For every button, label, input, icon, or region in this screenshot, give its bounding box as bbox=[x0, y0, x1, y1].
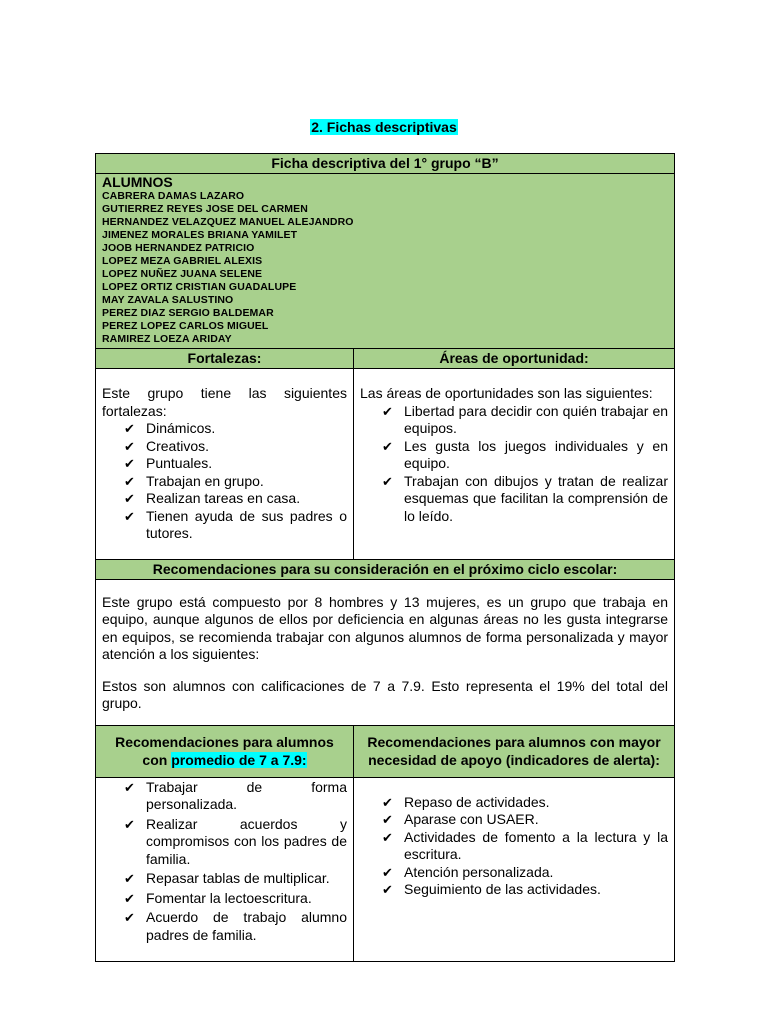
check-mark-icon: ✔ bbox=[124, 456, 135, 471]
checklist-item bbox=[382, 811, 668, 829]
check-mark-icon: ✔ bbox=[382, 812, 393, 827]
section-heading bbox=[0, 119, 768, 137]
student-name: LOPEZ NUÑEZ JUANA SELENE bbox=[102, 268, 263, 280]
student-name: HERNANDEZ VELAZQUEZ MANUEL ALEJANDRO bbox=[102, 216, 354, 228]
checklist-item-text: Acuerdo de trabajo alumno padres de familia. bbox=[146, 909, 347, 943]
average-students-header bbox=[96, 725, 354, 777]
sheet-title: Ficha descriptiva del 1° grupo “B” bbox=[96, 154, 675, 174]
checklist-item-text: Fomentar la lectoescritura. bbox=[146, 889, 312, 906]
checklist-item bbox=[382, 473, 668, 526]
checklist-item bbox=[124, 870, 347, 888]
checklist-item bbox=[124, 420, 347, 438]
checklist-item-text: Seguimiento de las actividades. bbox=[404, 881, 601, 897]
checklist-item-text: Realizar acuerdos y compromisos con los padres de familia. bbox=[146, 815, 347, 867]
average-header-text: Recomendaciones para alumnos con bbox=[115, 734, 334, 768]
student-name: JIMENEZ MORALES BRIANA YAMILET bbox=[102, 229, 298, 241]
student-name: CABRERA DAMAS LAZARO bbox=[102, 190, 245, 202]
checklist-item-text: Repaso de actividades. bbox=[404, 793, 550, 810]
student-list bbox=[102, 190, 668, 346]
support-recommendations-list bbox=[360, 794, 668, 899]
checklist-item-text: Realizan tareas en casa. bbox=[146, 490, 301, 506]
student-name: JOOB HERNANDEZ PATRICIO bbox=[102, 242, 255, 254]
check-mark-icon: ✔ bbox=[382, 403, 393, 419]
checklist-item-text: Trabajar de forma personalizada. bbox=[146, 778, 347, 812]
support-students-header: Recomendaciones para alumnos con mayor necesidad de apoyo (indicadores de alerta): bbox=[354, 725, 675, 777]
checklist-item bbox=[382, 438, 668, 473]
recommendations-paragraph-2: Estos son alumnos con calificaciones de 7 a 7.9. Esto representa el 19% del total del grupo. bbox=[102, 677, 669, 711]
student-name: GUTIERREZ REYES JOSE DEL CARMEN bbox=[102, 203, 308, 215]
checklist-item bbox=[382, 403, 668, 438]
student-name: LOPEZ MEZA GABRIEL ALEXIS bbox=[102, 255, 263, 267]
check-mark-icon: ✔ bbox=[382, 829, 393, 845]
checklist-item-text: Actividades de fomento a la lectura y la escritura. bbox=[404, 828, 669, 862]
check-mark-icon: ✔ bbox=[124, 890, 135, 906]
check-mark-icon: ✔ bbox=[124, 421, 135, 436]
strengths-list bbox=[102, 420, 347, 543]
checklist-item-text: Les gusta los juegos individuales y en equipo. bbox=[404, 437, 669, 471]
student-name: LOPEZ ORTIZ CRISTIAN GUADALUPE bbox=[102, 281, 297, 293]
check-mark-icon: ✔ bbox=[124, 508, 135, 524]
checklist-item bbox=[124, 816, 347, 869]
checklist-item bbox=[382, 794, 668, 812]
students-label: ALUMNOS bbox=[102, 174, 173, 190]
average-recommendations-cell bbox=[96, 777, 354, 961]
opportunities-list bbox=[360, 403, 668, 526]
checklist-item bbox=[124, 508, 347, 543]
checklist-item bbox=[124, 490, 347, 508]
checklist-item-text: Aparase con USAER. bbox=[404, 811, 539, 827]
checklist-item bbox=[382, 829, 668, 864]
average-recommendations-list bbox=[102, 779, 347, 945]
checklist-item bbox=[124, 890, 347, 908]
checklist-item bbox=[382, 864, 668, 882]
students-cell bbox=[96, 174, 675, 349]
student-name: MAY ZAVALA SALUSTINO bbox=[102, 294, 234, 306]
checklist-item bbox=[124, 779, 347, 814]
check-mark-icon: ✔ bbox=[382, 864, 393, 880]
opportunities-cell bbox=[354, 369, 675, 560]
support-recommendations-cell bbox=[354, 777, 675, 961]
checklist-item-text: Trabajan con dibujos y tratan de realizar esquemas que facilitan la comprensión de lo leído. bbox=[404, 472, 669, 524]
check-mark-icon: ✔ bbox=[124, 473, 135, 489]
checklist-item-text: Atención personalizada. bbox=[404, 863, 554, 880]
opportunities-header: Áreas de oportunidad: bbox=[354, 349, 675, 369]
check-mark-icon: ✔ bbox=[382, 882, 393, 897]
check-mark-icon: ✔ bbox=[382, 473, 393, 489]
recommendations-cell bbox=[96, 579, 675, 725]
check-mark-icon: ✔ bbox=[124, 779, 135, 795]
check-mark-icon: ✔ bbox=[124, 491, 135, 506]
checklist-item-text: Tienen ayuda de sus padres o tutores. bbox=[146, 507, 347, 541]
strengths-header: Fortalezas: bbox=[96, 349, 354, 369]
check-mark-icon: ✔ bbox=[124, 438, 135, 454]
checklist-item-text: Puntuales. bbox=[146, 455, 213, 471]
checklist-item bbox=[124, 909, 347, 944]
checklist-item bbox=[124, 455, 347, 473]
checklist-item bbox=[124, 438, 347, 456]
student-name: RAMIREZ LOEZA ARIDAY bbox=[102, 333, 232, 345]
strengths-intro: Este grupo tiene las siguientes fortalezas: bbox=[102, 385, 347, 419]
checklist-item-text: Trabajan en grupo. bbox=[146, 472, 264, 489]
checklist-item-text: Creativos. bbox=[146, 437, 210, 454]
checklist-item-text: Dinámicos. bbox=[146, 420, 216, 436]
check-mark-icon: ✔ bbox=[124, 816, 135, 832]
strengths-cell bbox=[96, 369, 354, 560]
recommendations-header: Recomendaciones para su consideración en el próximo ciclo escolar: bbox=[96, 559, 675, 579]
check-mark-icon: ✔ bbox=[124, 871, 135, 886]
checklist-item-text: Repasar tablas de multiplicar. bbox=[146, 870, 330, 886]
check-mark-icon: ✔ bbox=[382, 438, 393, 454]
checklist-item-text: Libertad para decidir con quién trabajar en equipos. bbox=[404, 402, 669, 436]
section-heading-text: 2. Fichas descriptivas bbox=[311, 119, 457, 135]
student-name: PEREZ DIAZ SERGIO BALDEMAR bbox=[102, 307, 274, 319]
check-mark-icon: ✔ bbox=[382, 794, 393, 810]
recommendations-paragraph-1: Este grupo está compuesto por 8 hombres y 13 mujeres, es un grupo que trabaja en equipo, aunque algunos de ellos por deficiencia en algunas áreas no les gusta integrarse en equipos, se recomienda trabajar con algunos alumnos de forma personalizada y mayor atención a los siguientes: bbox=[102, 593, 669, 662]
student-name: PEREZ LOPEZ CARLOS MIGUEL bbox=[102, 320, 269, 332]
checklist-item bbox=[382, 881, 668, 899]
average-header-highlight: promedio de 7 a 7.9: bbox=[171, 752, 307, 768]
descriptive-sheet-table bbox=[95, 153, 675, 962]
check-mark-icon: ✔ bbox=[124, 910, 135, 925]
opportunities-intro: Las áreas de oportunidades son las siguientes: bbox=[360, 385, 653, 401]
checklist-item bbox=[124, 473, 347, 491]
